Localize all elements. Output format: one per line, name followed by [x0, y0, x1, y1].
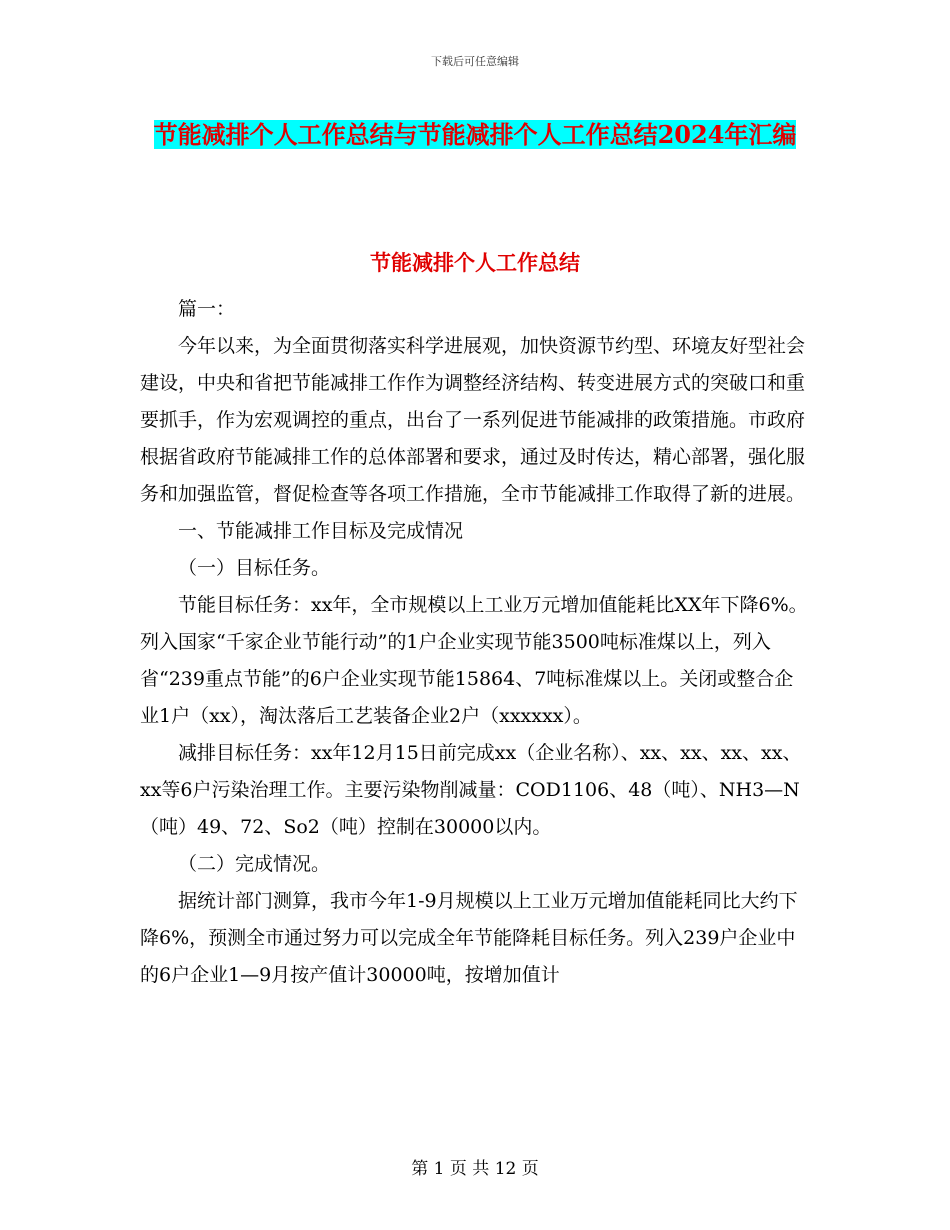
paragraph: 据统计部门测算，我市今年1-9月规模以上工业万元增加值能耗同比大约下降6%，预测全市通过努力可以完成全年节能降耗目标任务。列入239户企业中的6户企业1—9月按产值计30000吨，按增加值计: [140, 890, 798, 986]
paragraph: 一、节能减排工作目标及完成情况: [178, 520, 464, 542]
document-title-text: 节能减排个人工作总结与节能减排个人工作总结2024年汇编: [153, 120, 797, 149]
section-subtitle: 节能减排个人工作总结: [370, 250, 580, 275]
paragraph: 节能目标任务：xx年，全市规模以上工业万元增加值能耗比XX年下降6%。列入国家“千家企业节能行动”的1户企业实现节能3500吨标准煤以上，列入省“239重点节能”的6户企业实现节能15864、7吨标准煤以上。关闭或整合企业1户（xx），淘汰落后工艺装备企业2户（xxxxxx）。: [140, 594, 808, 727]
header-note: 下载后可任意编辑: [431, 55, 519, 68]
paragraph: 减排目标任务：xx年12月15日前完成xx（企业名称）、xx、xx、xx、xx、xx等6户污染治理工作。主要污染物削减量：COD1106、48（吨）、NH3—N（吨）49、72、So2（吨）控制在30000以内。: [140, 742, 802, 838]
document-title: [140, 112, 810, 158]
paragraph: （一）目标任务。: [178, 557, 331, 579]
paragraph: （二）完成情况。: [178, 853, 331, 875]
page-number-footer: 第 1 页 共 12 页: [411, 1159, 539, 1179]
paragraph: 今年以来，为全面贯彻落实科学进展观，加快资源节约型、环境友好型社会建设，中央和省把节能减排工作作为调整经济结构、转变进展方式的突破口和重要抓手，作为宏观调控的重点，出台了一系列促进节能减排的政策措施。市政府根据省政府节能减排工作的总体部署和要求，通过及时传达，精心部署，强化服务和加强监管，督促检查等各项工作措施，全市节能减排工作取得了新的进展。: [140, 335, 806, 505]
paragraph: 篇一：: [178, 298, 236, 320]
document-body: [140, 291, 810, 994]
